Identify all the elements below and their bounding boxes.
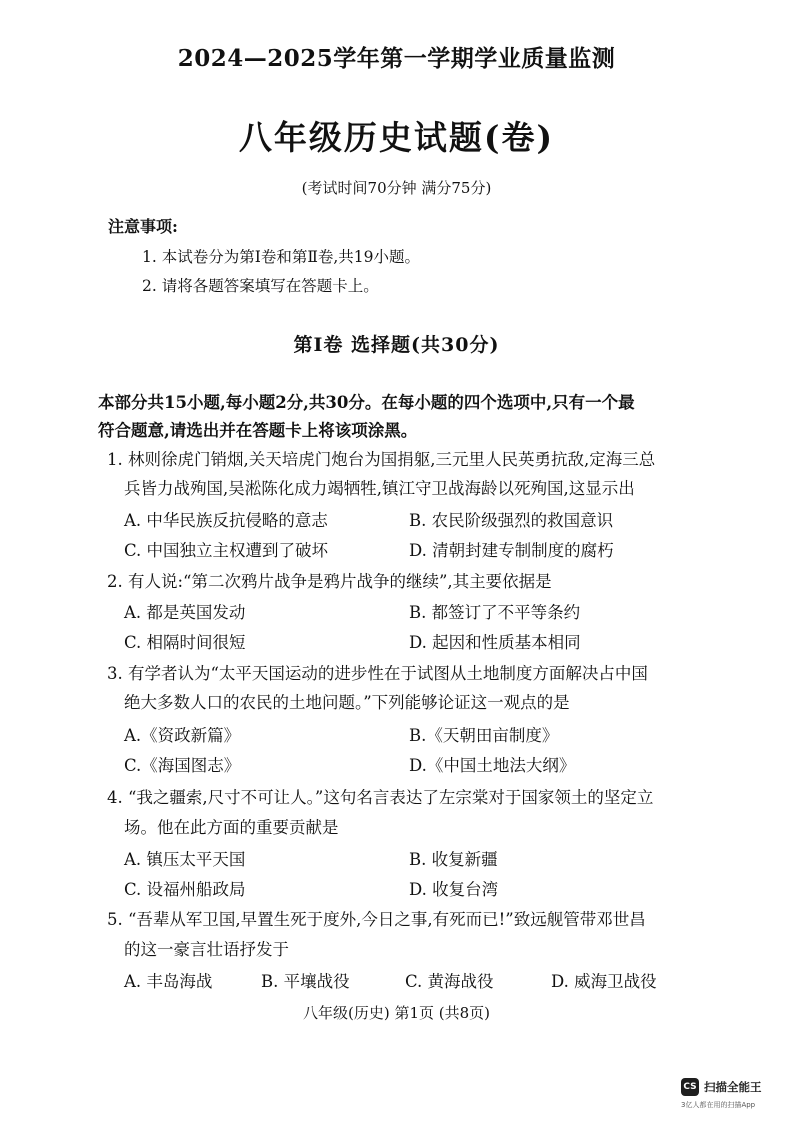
option-c: C. 中国独立主权遭到了破坏: [124, 541, 329, 560]
question-stem-line: 4. “我之疆索,尺寸不可让人。”这句名言表达了左宗棠对于国家领土的坚定立: [107, 788, 654, 807]
option-c: C. 相隔时间很短: [124, 633, 246, 652]
option-d: D. 清朝封建专制制度的腐朽: [409, 541, 614, 560]
option-d: D.《中国土地法大纲》: [409, 756, 576, 775]
section-intro-line: 本部分共15小题,每小题2分,共30分。在每小题的四个选项中,只有一个最: [98, 393, 635, 412]
option-c: C. 设福州船政局: [124, 880, 246, 899]
question-stem-line: 兵皆力战殉国,吴淞陈化成力竭牺牲,镇江守卫战海龄以死殉国,这显示出: [124, 479, 635, 498]
exam-name: 2024—2025学年第一学期学业质量监测: [177, 45, 616, 72]
camscanner-name: 扫描全能王: [704, 1080, 762, 1094]
option-c: C. 黄海战役: [405, 972, 494, 991]
camscanner-logo-icon: CS: [681, 1078, 699, 1096]
option-b: B. 平壤战役: [261, 972, 350, 991]
notice-item: 1. 本试卷分为第Ⅰ卷和第Ⅱ卷,共19小题。: [142, 248, 421, 266]
option-d: D. 起因和性质基本相同: [409, 633, 581, 652]
question-stem-line: 绝大多数人口的农民的土地问题。”下列能够论证这一观点的是: [124, 693, 570, 712]
option-a: A. 镇压太平天国: [124, 850, 246, 869]
section-intro-line: 符合题意,请选出并在答题卡上将该项涂黑。: [98, 421, 418, 440]
page-footer: 八年级(历史) 第1页 (共8页): [302, 1004, 491, 1022]
question-stem-line: 场。他在此方面的重要贡献是: [124, 818, 339, 837]
notice-item: 2. 请将各题答案填写在答题卡上。: [142, 277, 379, 295]
option-a: A. 丰岛海战: [124, 972, 213, 991]
question-stem-line: 1. 林则徐虎门销烟,关天培虎门炮台为国捐躯,三元里人民英勇抗敌,定海三总: [107, 450, 656, 469]
section-title: 第Ⅰ卷 选择题(共30分): [293, 334, 500, 356]
option-b: B. 农民阶级强烈的救国意识: [409, 511, 614, 530]
option-d: D. 收复台湾: [409, 880, 499, 899]
option-a: A. 都是英国发动: [124, 603, 246, 622]
option-b: B. 收复新疆: [409, 850, 498, 869]
notice-title: 注意事项:: [108, 217, 178, 236]
exam-time-info: (考试时间70分钟 满分75分): [301, 179, 492, 197]
option-a: A. 中华民族反抗侵略的意志: [124, 511, 328, 530]
option-b: B. 都签订了不平等条约: [409, 603, 581, 622]
option-b: B.《天朝田亩制度》: [409, 726, 559, 745]
question-stem-line: 2. 有人说:“第二次鸦片战争是鸦片战争的继续”,其主要依据是: [107, 572, 552, 591]
question-stem-line: 的这一豪言壮语抒发于: [124, 940, 289, 959]
camscanner-tagline: 3亿人都在用的扫描App: [681, 1101, 756, 1109]
paper-title: 八年级历史试题(卷): [238, 118, 555, 157]
question-stem-line: 3. 有学者认为“太平天国运动的进步性在于试图从土地制度方面解决占中国: [107, 664, 648, 683]
option-d: D. 威海卫战役: [551, 972, 657, 991]
option-c: C.《海国图志》: [124, 756, 241, 775]
option-a: A.《资政新篇》: [124, 726, 241, 745]
question-stem-line: 5. “吾辈从军卫国,早置生死于度外,今日之事,有死而已!”致远舰管带邓世昌: [107, 910, 646, 929]
